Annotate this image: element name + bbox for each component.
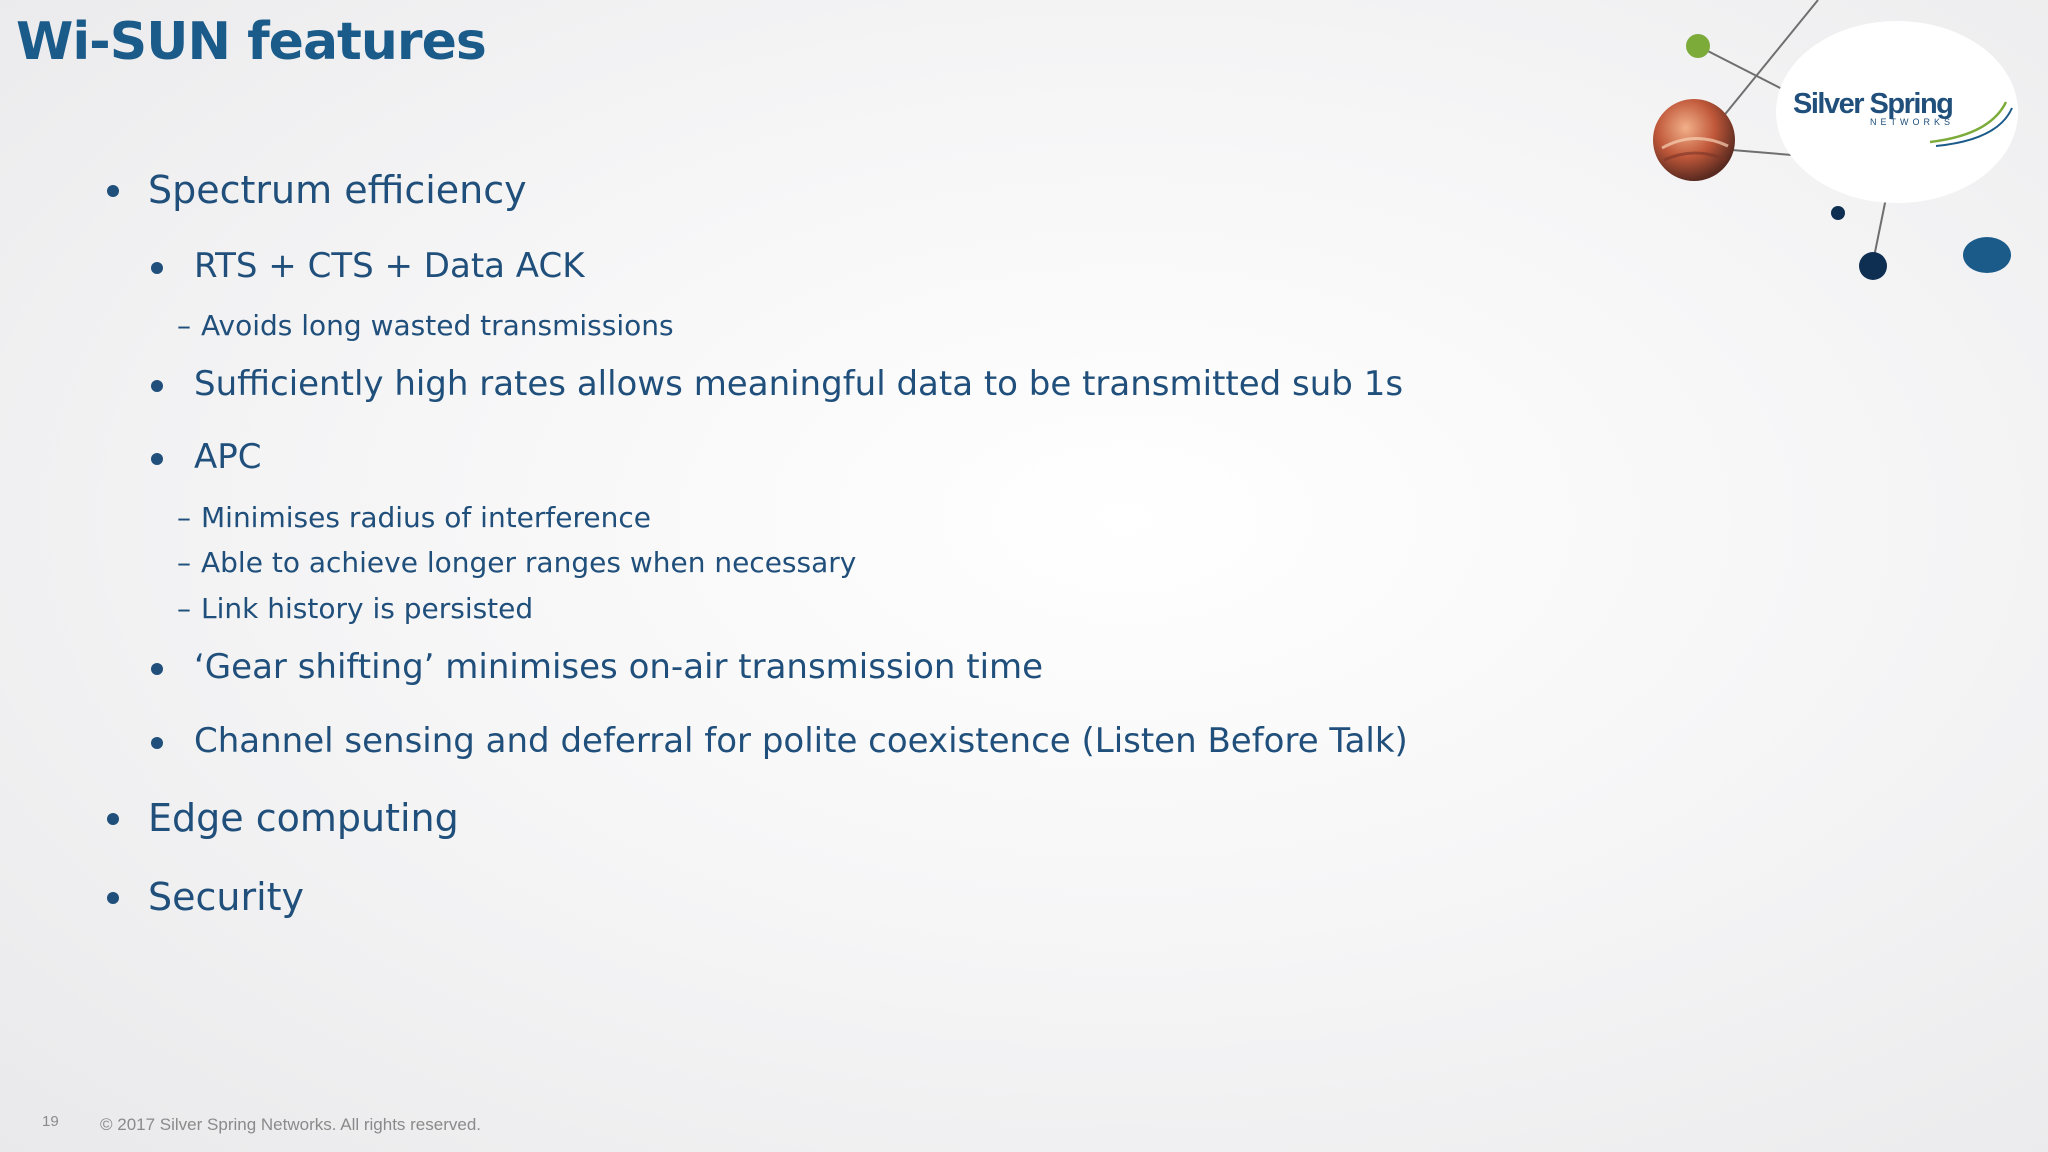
logo-subtitle: NETWORKS bbox=[1870, 117, 1955, 127]
copyright-notice: © 2017 Silver Spring Networks. All rights reserved. bbox=[100, 1115, 482, 1134]
bullet-dot bbox=[151, 380, 163, 392]
sub-bullet-item bbox=[177, 309, 674, 342]
bullet-dot bbox=[151, 737, 163, 749]
page-number: 19 bbox=[42, 1113, 59, 1130]
logo-network-graphic bbox=[1640, 0, 2048, 290]
bullet-dot bbox=[151, 663, 163, 675]
bullet-item: Sufficiently high rates allows meaningful data to be transmitted sub 1s bbox=[194, 364, 1404, 404]
bullet-item: Security bbox=[148, 875, 305, 919]
navy-dot-icon bbox=[1859, 252, 1887, 280]
logo-wordmark: Silver Spring bbox=[1793, 88, 1953, 120]
bullet-dot bbox=[151, 453, 163, 465]
navy-dot-icon bbox=[1831, 206, 1845, 220]
green-dot-icon bbox=[1686, 34, 1710, 58]
bullet-dot bbox=[151, 262, 163, 274]
sub-bullet-item bbox=[177, 592, 533, 625]
sub-bullet-item bbox=[177, 501, 651, 534]
bullet-item: APC bbox=[194, 437, 262, 477]
sub-bullet-text: Link history is persisted bbox=[201, 592, 534, 625]
connector-line bbox=[1732, 150, 1792, 155]
sub-bullet-item bbox=[177, 546, 856, 579]
dash-marker: – bbox=[177, 501, 191, 534]
bullet-item: Spectrum efficiency bbox=[148, 168, 527, 212]
sub-bullet-text: Able to achieve longer ranges when necessary bbox=[201, 546, 857, 579]
blue-dot-icon bbox=[1963, 237, 2011, 273]
sub-bullet-text: Minimises radius of interference bbox=[201, 501, 651, 534]
bullet-dot bbox=[107, 185, 119, 197]
bullet-dot bbox=[107, 813, 119, 825]
dash-marker: – bbox=[177, 546, 191, 579]
bullet-item: RTS + CTS + Data ACK bbox=[194, 246, 585, 286]
bullet-item: Edge computing bbox=[148, 796, 459, 840]
bullet-dot bbox=[107, 892, 119, 904]
dash-marker: – bbox=[177, 592, 191, 625]
slide-title: Wi-SUN features bbox=[16, 12, 486, 72]
sub-bullet-text: Avoids long wasted transmissions bbox=[201, 309, 674, 342]
bullet-item: ‘Gear shifting’ minimises on-air transmission time bbox=[194, 647, 1044, 687]
dash-marker: – bbox=[177, 309, 191, 342]
bullet-item: Channel sensing and deferral for polite coexistence (Listen Before Talk) bbox=[194, 721, 1408, 761]
